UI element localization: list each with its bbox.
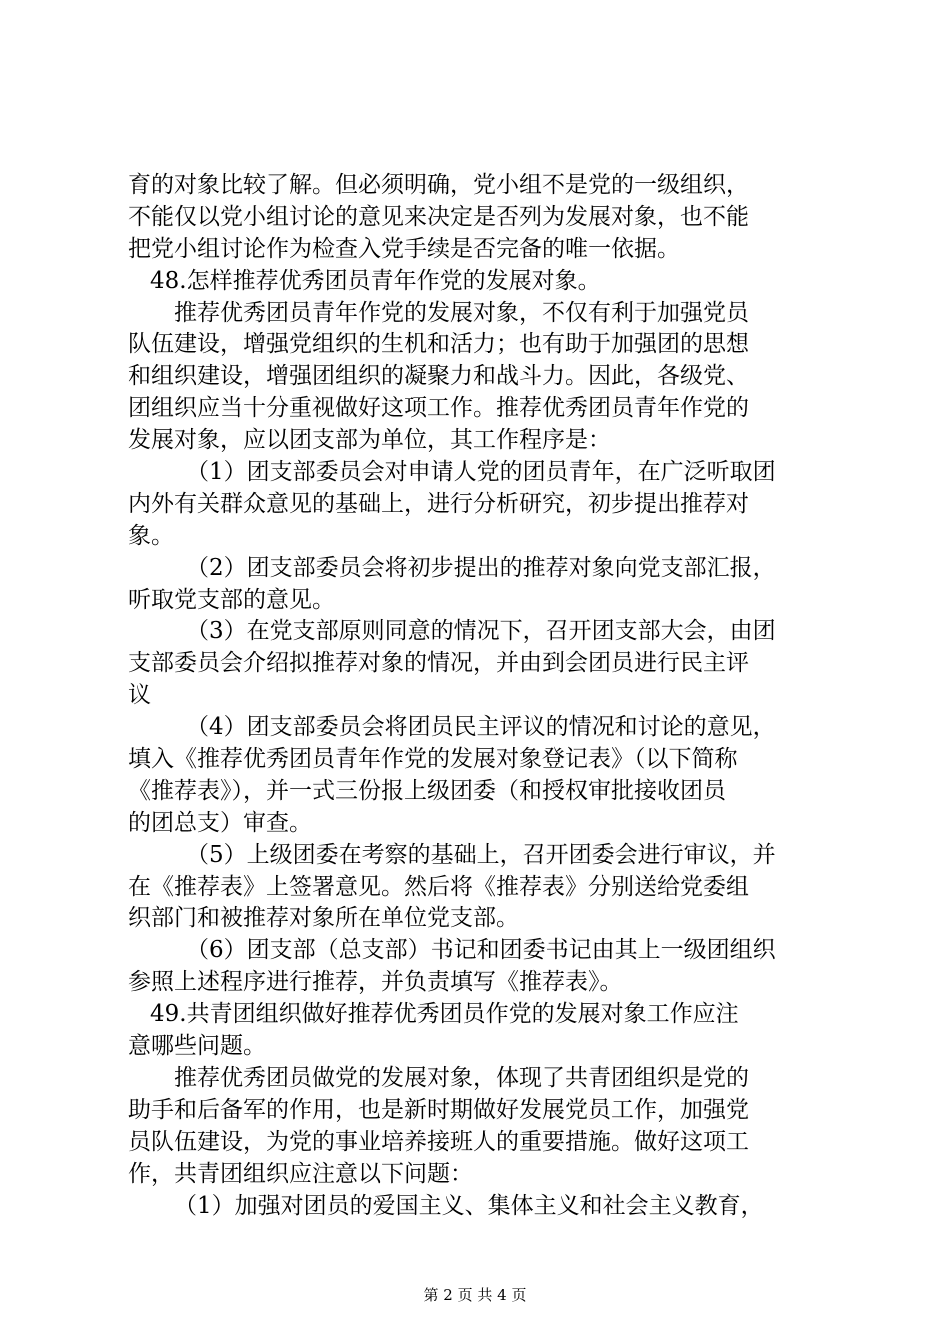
text-line: 支部委员会介绍拟推荐对象的情况，并由到会团员进行民主评: [128, 650, 749, 677]
text-line: 填入《推荐优秀团员青年作党的发展对象登记表》（以下简称: [128, 746, 738, 773]
list-item-line: （6）团支部（总支部）书记和团委书记由其上一级团组织: [186, 937, 776, 964]
text-line: 的团总支）审查。: [128, 809, 312, 836]
text-line: 员队伍建设，为党的事业培养接班人的重要措施。做好这项工: [128, 1128, 749, 1155]
text-line: 织部门和被推荐对象所在单位党支部。: [128, 905, 519, 932]
list-item-line: （2）团支部委员会将初步提出的推荐对象向党支部汇报，: [186, 554, 776, 581]
document-body: [128, 170, 832, 1222]
list-item-line: （4）团支部委员会将团员民主评议的情况和讨论的意见，: [186, 714, 776, 741]
page-footer: [0, 1285, 950, 1305]
list-item-line: （1）加强对团员的爱国主义、集体主义和社会主义教育，: [174, 1192, 764, 1219]
list-item-line: （3）在党支部原则同意的情况下，召开团支部大会，由团: [186, 618, 776, 645]
text-line: 推荐优秀团员青年作党的发展对象，不仅有利于加强党员: [174, 299, 749, 326]
text-line: 育的对象比较了解。但必须明确，党小组不是党的一级组织，: [128, 172, 749, 198]
text-line: 议: [128, 682, 151, 709]
question-heading: 48.怎样推荐优秀团员青年作党的发展对象。: [150, 267, 601, 294]
text-line: 队伍建设，增强党组织的生机和活力；也有助于加强团的思想: [128, 331, 749, 358]
text-line: 助手和后备军的作用，也是新时期做好发展党员工作，加强党: [128, 1096, 749, 1123]
text-line: 不能仅以党小组讨论的意见来决定是否列为发展对象，也不能: [128, 203, 749, 230]
page-number: 第 2 页 共 4 页: [423, 1286, 527, 1304]
text-line: 发展对象，应以团支部为单位，其工作程序是：: [128, 427, 611, 454]
question-heading: 49.共青团组织做好推荐优秀团员作党的发展对象工作应注: [150, 1001, 739, 1028]
text-line: 推荐优秀团员做党的发展对象，体现了共青团组织是党的: [174, 1064, 749, 1091]
text-line: 团组织应当十分重视做好这项工作。推荐优秀团员青年作党的: [128, 395, 749, 422]
text-line: 象。: [128, 522, 174, 549]
text-line: 内外有关群众意见的基础上，进行分析研究，初步提出推荐对: [128, 490, 749, 517]
text-line: 在《推荐表》上签署意见。然后将《推荐表》分别送给党委组: [128, 873, 749, 900]
list-item-line: （1）团支部委员会对申请人党的团员青年，在广泛听取团: [186, 459, 776, 486]
text-line: 参照上述程序进行推荐，并负责填写《推荐表》。: [128, 969, 623, 996]
text-line: 意哪些问题。: [128, 1033, 266, 1060]
text-line: 听取党支部的意见。: [128, 586, 335, 613]
text-line: 和组织建设，增强团组织的凝聚力和战斗力。因此，各级党、: [128, 363, 749, 390]
text-line: 把党小组讨论作为检查入党手续是否完备的唯一依据。: [128, 235, 680, 262]
list-item-line: （5）上级团委在考察的基础上，召开团委会进行审议，并: [186, 841, 776, 868]
text-line: 《推荐表》），并一式三份报上级团委（和授权审批接收团员: [128, 777, 726, 804]
text-line: 作，共青团组织应注意以下问题：: [128, 1160, 473, 1187]
